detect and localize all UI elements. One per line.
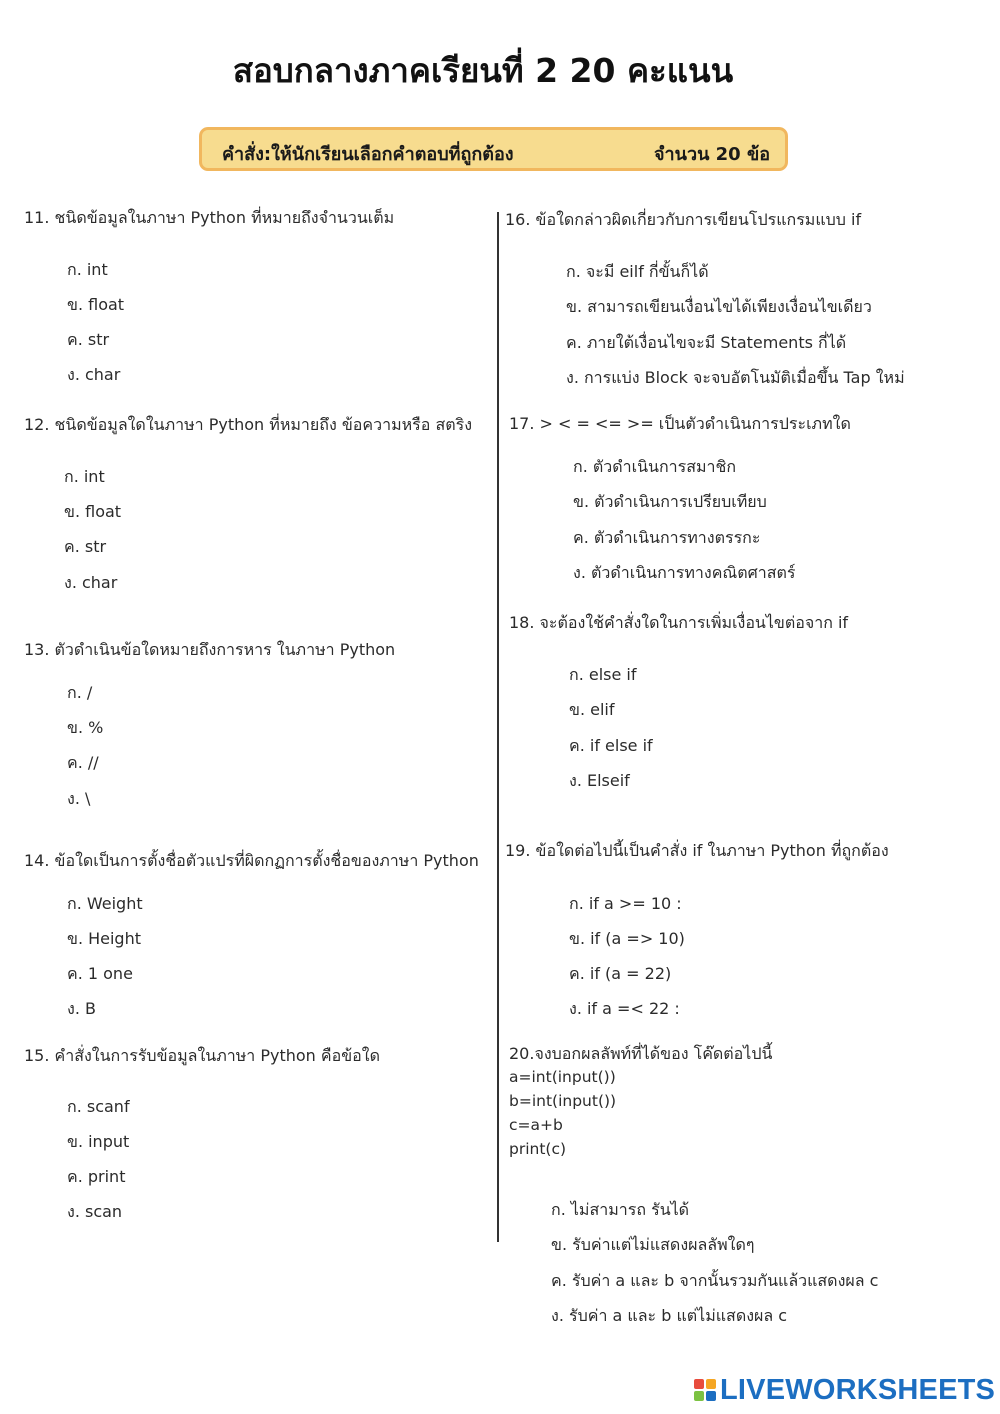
question-17-prompt: 17. > < = <= >= เป็นตัวดำเนินการประเภทใด: [509, 414, 851, 433]
question-20-option-a[interactable]: ก. ไม่สามารถ รันได้: [551, 1200, 690, 1219]
code-snippet: [509, 1065, 616, 1161]
liveworksheets-logo: [694, 1374, 995, 1406]
question-13-option-d[interactable]: ง. \: [67, 789, 91, 808]
question-18-option-c[interactable]: ค. if else if: [569, 736, 653, 755]
question-18-option-b[interactable]: ข. elif: [569, 700, 615, 719]
instruction-banner: [199, 127, 788, 171]
logo-square: [706, 1391, 716, 1401]
code-line: c=a+b: [509, 1116, 563, 1134]
question-19-prompt: 19. ข้อใดต่อไปนี้เป็นคำสั่ง if ในภาษา Python ที่ถูกต้อง: [505, 841, 889, 860]
question-17-option-a[interactable]: ก. ตัวดำเนินการสมาชิก: [573, 457, 737, 476]
code-line: print(c): [509, 1140, 567, 1158]
question-16-prompt: 16. ข้อใดกล่าวผิดเกี่ยวกับการเขียนโปรแกรมแบบ if: [505, 210, 862, 229]
page-title: สอบกลางภาคเรียนที่ 2 20 คะแนน: [232, 51, 734, 90]
question-12-option-c[interactable]: ค. str: [64, 537, 107, 556]
question-20-option-d[interactable]: ง. รับค่า a และ b แต่ไม่แสดงผล c: [551, 1306, 788, 1325]
question-14-option-c[interactable]: ค. 1 one: [67, 964, 133, 983]
question-17-option-b[interactable]: ข. ตัวดำเนินการเปรียบเทียบ: [573, 492, 767, 511]
question-15-option-b[interactable]: ข. input: [67, 1132, 130, 1151]
question-11-option-c[interactable]: ค. str: [67, 330, 110, 349]
question-14-option-d[interactable]: ง. B: [67, 999, 96, 1018]
code-line: b=int(input()): [509, 1092, 617, 1110]
question-11-option-d[interactable]: ง. char: [67, 365, 121, 384]
question-13-prompt: 13. ตัวดำเนินข้อใดหมายถึงการหาร ในภาษา Python: [24, 640, 396, 659]
question-11-prompt: 11. ชนิดข้อมูลในภาษา Python ที่หมายถึงจำนวนเต็ม: [24, 208, 395, 227]
code-line: a=int(input()): [509, 1068, 616, 1086]
question-13-option-a[interactable]: ก. /: [67, 683, 93, 702]
question-16-option-a[interactable]: ก. จะมี eilf กี่ขั้นก็ได้: [566, 262, 709, 281]
question-14-option-a[interactable]: ก. Weight: [67, 894, 143, 913]
question-12-prompt: 12. ชนิดข้อมูลใดในภาษา Python ที่หมายถึง ข้อความหรือ สตริง: [24, 415, 473, 434]
question-19-option-a[interactable]: ก. if a >= 10 :: [569, 894, 682, 913]
question-15-option-c[interactable]: ค. print: [67, 1167, 126, 1186]
question-15-option-d[interactable]: ง. scan: [67, 1202, 123, 1221]
logo-text: LIVEWORKSHEETS: [720, 1373, 996, 1406]
question-19-option-b[interactable]: ข. if (a => 10): [569, 929, 685, 948]
question-15-option-a[interactable]: ก. scanf: [67, 1097, 130, 1116]
question-count: จำนวน 20 ข้อ: [654, 144, 771, 165]
question-13-option-c[interactable]: ค. //: [67, 753, 99, 772]
question-20-option-b[interactable]: ข. รับค่าแต่ไม่แสดงผลลัพใดๆ: [551, 1235, 755, 1254]
question-16-option-d[interactable]: ง. การแบ่ง Block จะจบอัตโนมัติเมื่อขึ้น Tap ใหม่: [566, 368, 905, 387]
logo-square: [694, 1391, 704, 1401]
question-18-prompt: 18. จะต้องใช้คำสั่งใดในการเพิ่มเงื่อนไขต่อจาก if: [509, 613, 849, 632]
logo-square: [706, 1379, 716, 1389]
question-16-option-b[interactable]: ข. สามารถเขียนเงื่อนไขได้เพียงเงื่อนไขเดียว: [566, 297, 872, 316]
question-11-option-b[interactable]: ข. float: [67, 295, 125, 314]
question-18-option-a[interactable]: ก. else if: [569, 665, 637, 684]
question-17-option-d[interactable]: ง. ตัวดำเนินการทางคณิตศาสตร์: [573, 563, 796, 582]
question-12-option-a[interactable]: ก. int: [64, 467, 105, 486]
logo-square: [694, 1379, 704, 1389]
question-15-prompt: 15. คำสั่งในการรับข้อมูลในภาษา Python คือข้อใด: [24, 1046, 380, 1065]
question-16-option-c[interactable]: ค. ภายใต้เงื่อนไขจะมี Statements กี่ได้: [566, 333, 847, 352]
question-20-option-c[interactable]: ค. รับค่า a และ b จากนั้นรวมกันแล้วแสดงผล c: [551, 1271, 879, 1290]
question-12-option-d[interactable]: ง. char: [64, 573, 118, 592]
question-14-prompt: 14. ข้อใดเป็นการตั้งชื่อตัวแปรที่ผิดกฏการตั้งชื่อของภาษา Python: [24, 851, 479, 870]
question-19-option-c[interactable]: ค. if (a = 22): [569, 964, 672, 983]
question-18-option-d[interactable]: ง. Elseif: [569, 771, 630, 790]
question-14-option-b[interactable]: ข. Height: [67, 929, 141, 948]
question-17-option-c[interactable]: ค. ตัวดำเนินการทางตรรกะ: [573, 528, 761, 547]
column-divider: [497, 212, 499, 1242]
question-12-option-b[interactable]: ข. float: [64, 502, 122, 521]
instruction-text: คำสั่ง:ให้นักเรียนเลือกคำตอบที่ถูกต้อง: [222, 144, 514, 165]
liveworksheets-logo-icon: [694, 1379, 716, 1401]
question-11-option-a[interactable]: ก. int: [67, 260, 108, 279]
question-13-option-b[interactable]: ข. %: [67, 718, 104, 737]
question-20-prompt: 20.จงบอกผลลัพท์ที่ได้ของ โค๊ดต่อไปนี้: [509, 1044, 773, 1063]
question-19-option-d[interactable]: ง. if a =< 22 :: [569, 999, 680, 1018]
